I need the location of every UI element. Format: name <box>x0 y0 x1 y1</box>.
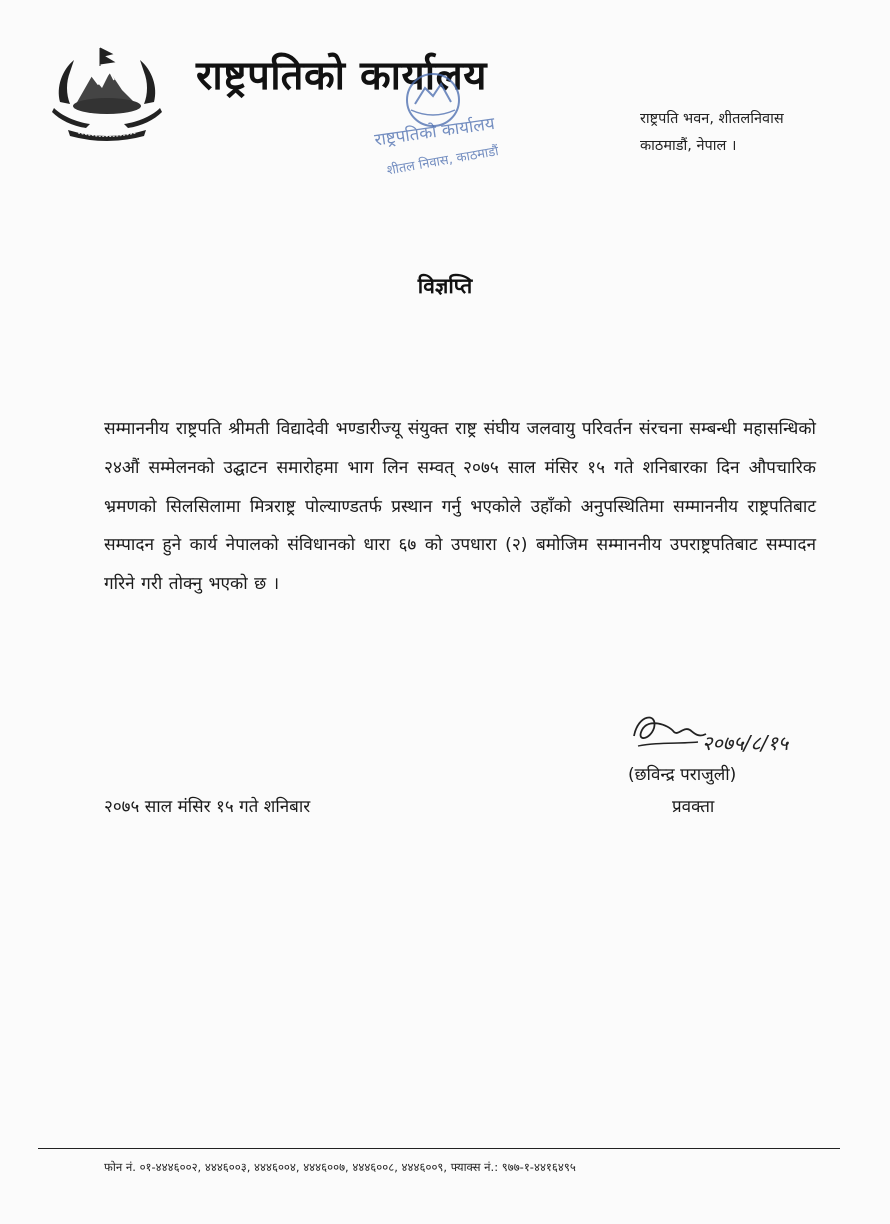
svg-text:शीतल निवास, काठमाडौं: शीतल निवास, काठमाडौं <box>385 144 500 179</box>
handwritten-signature <box>628 706 848 766</box>
svg-text:२०७५/८/१५: २०७५/८/१५ <box>702 731 789 755</box>
address-line-1: राष्ट्रपति भवन, शीतलनिवास <box>640 111 784 127</box>
address-line-2: काठमाडौं, नेपाल । <box>640 138 737 154</box>
office-title: राष्ट्रपतिको कार्यालय <box>196 52 487 99</box>
nepal-emblem-icon <box>48 42 166 142</box>
issue-date: २०७५ साल मंसिर १५ गते शनिबार <box>104 797 311 817</box>
spokesperson-name: (छविन्द्र पराजुली) <box>628 765 737 785</box>
office-stamp-icon <box>355 40 525 190</box>
footer-contact: फोन नं. ०१-४४४६००२, ४४४६००३, ४४४६००४, ४४४६००७, ४४४६००८, ४४४६००९, फ्याक्स नं.: ९७७-१-४४१६४९५ <box>104 1160 576 1174</box>
address-block <box>640 106 784 160</box>
notice-body: सम्माननीय राष्ट्रपति श्रीमती विद्यादेवी भण्डारीज्यू संयुक्त राष्ट्र संघीय जलवायु परिवर्तन संरचना सम्बन्धी महासन्धिको २४औं सम्मेलनको उद्घाटन समारोहमा भाग लिन सम्वत् २०७५ साल मंसिर १५ गते शनिबारका दिन औपचारिक भ्रमणको सिलसिलामा मित्रराष्ट्र पोल्याण्डतर्फ प्रस्थान गर्नु भएकोले उहाँको अनुपस्थितिमा सम्माननीय राष्ट्रपतिबाट सम्पादन हुने कार्य नेपालको संविधानको धारा ६७ को उपधारा (२) बमोजिम सम्माननीय उपराष्ट्रपतिबाट सम्पादन गरिने गरी तोक्नु भएको छ । <box>104 419 816 595</box>
notice-heading: विज्ञप्ति <box>417 274 473 298</box>
spokesperson-title: प्रवक्ता <box>672 797 715 817</box>
footer-divider <box>38 1148 840 1149</box>
svg-text:राष्ट्रपतिको कार्यालय: राष्ट्रपतिको कार्यालय <box>373 113 496 151</box>
